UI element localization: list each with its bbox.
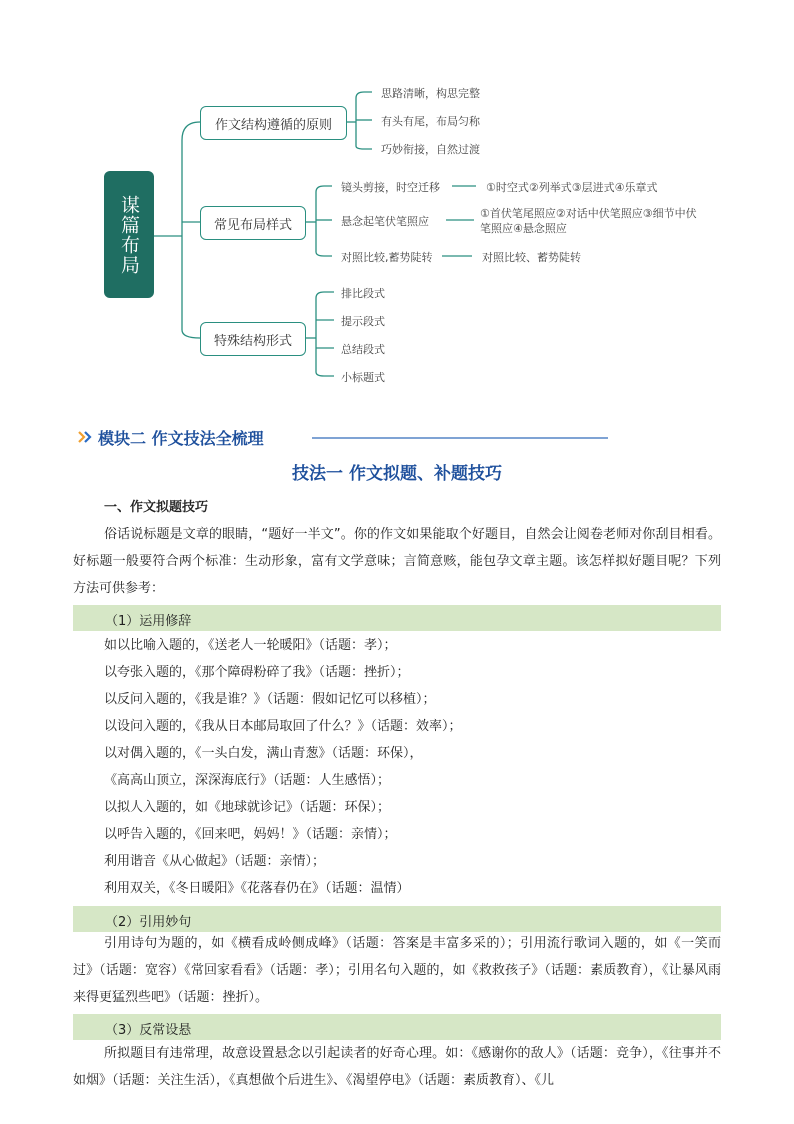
- branch-principles: [200, 106, 347, 140]
- leaf-item: 思路清晰，构思完整: [381, 87, 480, 100]
- branch-label: 特殊结构形式: [213, 333, 292, 349]
- list-item: 以呼告入题的，《回来吧，妈妈！》（话题：亲情）；: [104, 827, 397, 842]
- list-item: 《高高山顶立，深深海底行》（话题：人生感悟）；: [104, 773, 391, 788]
- subsection-band: [73, 906, 721, 932]
- paragraph: 所拟题目有违常理，故意设置悬念以引起读者的好奇心理。如：《感谢你的敌人》（话题：竞争），《往事并不如烟》（话题：关注生活），《真想做个后进生》、《渴望停电》（话题：素质教育）、《儿: [73, 1046, 721, 1088]
- module-title: 模块二 作文技法全梳理: [98, 428, 264, 448]
- leaf-detail: ①首伏笔尾照应②对话中伏笔照应③细节中伏笔照应④悬念照应: [480, 207, 697, 235]
- module-header: [78, 423, 264, 451]
- mind-map-root: [104, 171, 154, 298]
- branch-special-structures: [200, 322, 306, 356]
- subsection-band: [73, 1014, 721, 1040]
- branch-label: 常见布局样式: [213, 217, 292, 233]
- double-chevron-icon: [78, 430, 92, 444]
- list-item: 如以比喻入题的，《送老人一轮暖阳》（话题：孝）；: [104, 638, 397, 653]
- mind-map-root-label: 谋篇布局: [118, 194, 140, 275]
- list-item: 利用双关，《冬日暖阳》《花落春仍在》（话题：温情）: [104, 881, 410, 896]
- leaf-detail: 对照比较、蓄势陡转: [482, 251, 581, 264]
- list-item: 以设问入题的，《我从日本邮局取回了什么？》（话题：效率）；: [104, 719, 462, 734]
- subsection-band: [73, 605, 721, 631]
- branch-common-layouts: [200, 206, 306, 240]
- subsection-title: （1）运用修辞: [105, 614, 192, 629]
- leaf-item: 小标题式: [341, 371, 385, 384]
- leaf-item: 总结段式: [341, 343, 385, 356]
- leaf-item: 排比段式: [341, 287, 385, 300]
- leaf-item: 有头有尾，布局匀称: [381, 115, 480, 128]
- leaf-item: 提示段式: [341, 315, 385, 328]
- module-divider: [312, 437, 608, 439]
- subsection-title: （3）反常设悬: [105, 1023, 192, 1038]
- list-item: 以拟人入题的，如《地球就诊记》（话题：环保）；: [104, 800, 391, 815]
- leaf-item: 镜头剪接，时空迁移: [341, 181, 440, 194]
- list-item: 以对偶入题的，《一头白发，满山青葱》（话题：环保），: [104, 746, 423, 761]
- mind-map: [0, 0, 794, 400]
- technique-title: 技法一 作文拟题、补题技巧: [292, 464, 502, 484]
- leaf-item: 对照比较,蓄势陡转: [341, 251, 433, 264]
- paragraph: 引用诗句为题的，如《横看成岭侧成峰》（话题：答案是丰富多采的）；引用流行歌词入题的，如《一笑而过》（话题：宽容）《常回家看看》（话题：孝）；引用名句入题的，如《救救孩子》（话题：素质教育），《让暴风雨来得更猛烈些吧》（话题：挫折）。: [73, 936, 721, 1005]
- section-heading: 一、作文拟题技巧: [104, 500, 209, 515]
- intro-paragraph: 俗话说标题是文章的眼睛，“题好一半文”。你的作文如果能取个好题目，自然会让阅卷老师对你刮目相看。好标题一般要符合两个标准：生动形象，富有文学意味；言简意赅，能包孕文章主题。该怎样拟好题目呢？下列方法可供参考：: [73, 527, 721, 596]
- leaf-item: 巧妙衔接，自然过渡: [381, 143, 480, 156]
- list-item: 以反问入题的，《我是谁？》（话题：假如记忆可以移植）；: [104, 692, 436, 707]
- branch-label: 作文结构遵循的原则: [214, 117, 332, 133]
- leaf-item: 悬念起笔伏笔照应: [341, 215, 429, 228]
- list-item: 以夸张入题的，《那个障碍粉碎了我》（话题：挫折）；: [104, 665, 410, 680]
- subsection-title: （2）引用妙句: [105, 915, 192, 930]
- leaf-detail: ①时空式②列举式③层进式④乐章式: [486, 181, 658, 194]
- list-item: 利用谐音《从心做起》（话题：亲情）；: [104, 854, 326, 869]
